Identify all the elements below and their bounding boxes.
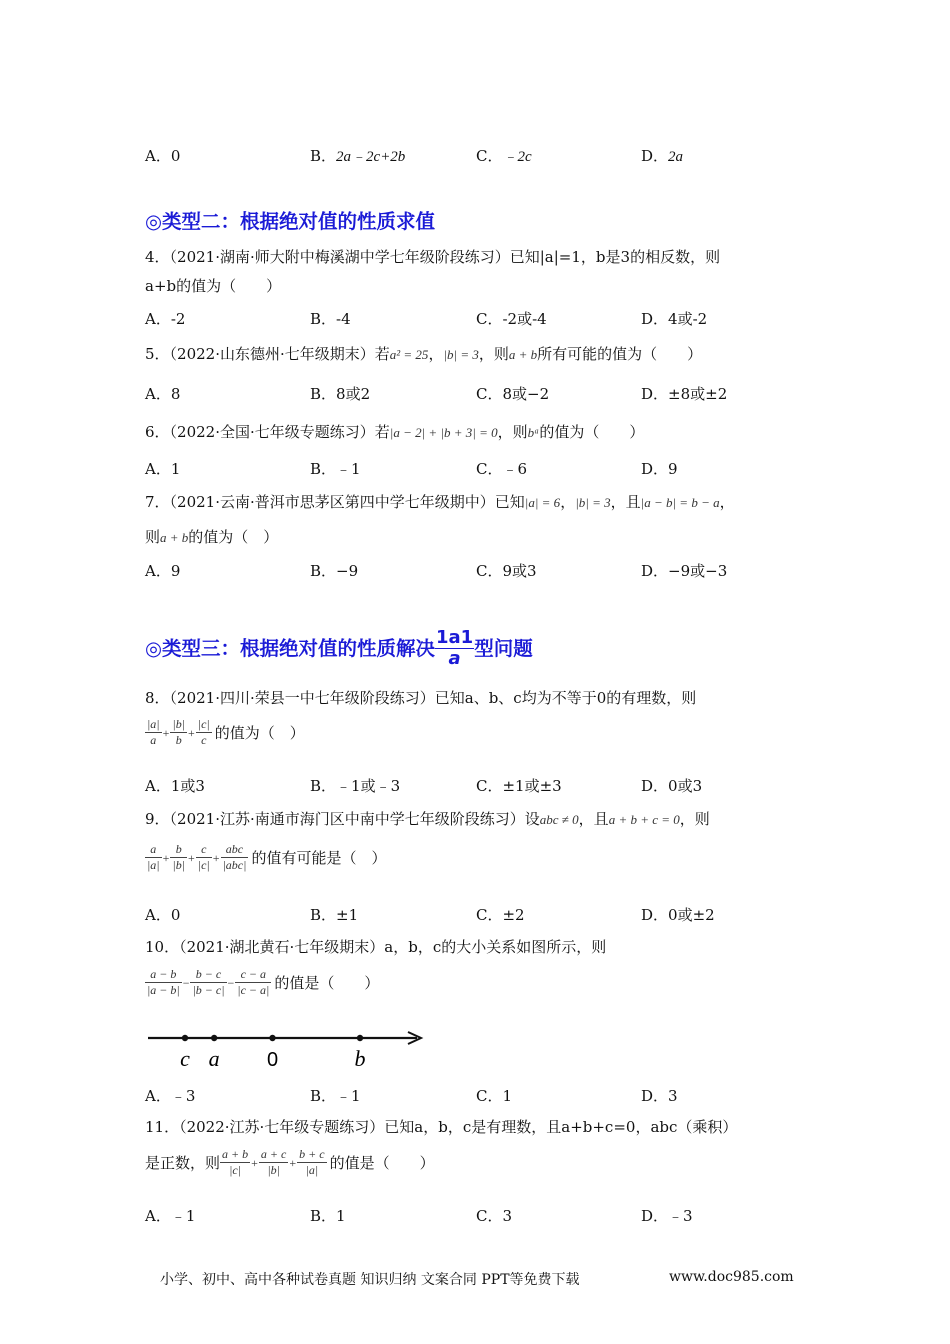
- q5-formula-abs-b: |b| = 3: [443, 347, 479, 362]
- q11-option-c: C．3: [476, 1207, 513, 1225]
- q7-option-b: B．−9: [310, 562, 359, 580]
- q7-stem: 7．（2021·云南·普洱市思茅区第四中学七年级期中）已知|a| = 6，|b| = 3，且|a − b| = b − a，: [145, 493, 735, 511]
- q11-expression: 是正数，则 $\frac{a + b}{|c|}$ + $\frac{a + c}{|b|}$ + $\frac{b + c}{|a|}$ 的值是（ ）: [145, 1147, 435, 1177]
- q10-option-c: C．1: [476, 1087, 513, 1105]
- q9-option-a: A．0: [145, 906, 181, 924]
- q10-number-line: [145, 1025, 435, 1075]
- q8-fraction: $\frac{|c|}{c}$: [197, 717, 210, 747]
- q9-option-b: B．±1: [310, 906, 359, 924]
- q5-formula-sum: a + b: [508, 347, 538, 362]
- q9-formula-product: abc ≠ 0: [539, 812, 579, 827]
- q11-stem: 11．（2022·江苏·七年级专题练习）已知a，b，c是有理数，且a+b+c=0，abc（乘积）: [145, 1118, 738, 1136]
- q11-fraction: $\frac{a + c}{|b|}$: [260, 1147, 287, 1177]
- q10-fraction: $\frac{c - a}{|c - a|}$: [237, 967, 270, 997]
- number-line-point-0: [269, 1035, 275, 1041]
- q3-option-c: C．﹣2c: [476, 147, 532, 165]
- q3-option-b: B．2a﹣2c+2b: [310, 147, 406, 165]
- footer-text: 小学、初中、高中各种试卷真题 知识归纳 文案合同 PPT等免费下载: [160, 1272, 580, 1288]
- q8-option-c: C．±1或±3: [476, 777, 562, 795]
- q5-option-c: C．8或−2: [476, 385, 550, 403]
- q11-fraction: $\frac{b + c}{|a|}$: [299, 1147, 325, 1177]
- q4-option-d: D．4或-2: [641, 310, 708, 328]
- q9-formula-sum: a + b + c = 0: [608, 812, 680, 827]
- number-line-point-a: [211, 1035, 217, 1041]
- q5-formula-a-squared: a² = 25: [389, 347, 429, 362]
- q6-stem: 6．（2022·全国·七年级专题练习）若|a − 2| + |b + 3| = 0，则bᵃ的值为（ ）: [145, 423, 645, 441]
- q10-option-d: D．3: [641, 1087, 678, 1105]
- q7-stem-cont: 则a + b的值为（ ）: [145, 528, 279, 546]
- q7-formula-sum: a + b: [160, 530, 189, 545]
- q9-fraction: $\frac{a}{|a|}$: [147, 842, 160, 872]
- section-3-fraction: $\frac{1a1}{a}$: [436, 627, 474, 669]
- q8-fraction: $\frac{|b|}{b}$: [172, 717, 185, 747]
- q6-option-d: D．9: [641, 460, 678, 478]
- q11-option-a: A．﹣1: [145, 1207, 196, 1225]
- q8-stem: 8．（2021·四川·荣县一中七年级阶段练习）已知a、b、c均为不等于0的有理数，则: [145, 689, 697, 707]
- q6-formula-condition: |a − 2| + |b + 3| = 0: [389, 425, 498, 440]
- q5-stem: 5．（2022·山东德州·七年级期末）若a² = 25，|b| = 3，则a + b所有可能的值为（ ）: [145, 345, 703, 363]
- number-line-point-c: [182, 1035, 188, 1041]
- q10-option-a: A．﹣3: [145, 1087, 196, 1105]
- q6-option-c: C．﹣6: [476, 460, 528, 478]
- q8-option-b: B．﹣1或﹣3: [310, 777, 401, 795]
- q7-formula-condition: |a − b| = b − a: [640, 495, 720, 510]
- q10-option-b: B．﹣1: [310, 1087, 361, 1105]
- q7-option-c: C．9或3: [476, 562, 537, 580]
- q4-stem: 4．（2021·湖南·师大附中梅溪湖中学七年级阶段练习）已知|a|=1，b是3的相反数，则: [145, 248, 721, 266]
- q5-option-d: D．±8或±2: [641, 385, 728, 403]
- q9-fraction: $\frac{c}{|c|}$: [197, 842, 210, 872]
- number-line-label-a: a: [208, 1046, 220, 1071]
- q8-option-a: A．1或3: [145, 777, 205, 795]
- q9-option-c: C．±2: [476, 906, 525, 924]
- q4-option-a: A．-2: [145, 310, 186, 328]
- number-line-label-b: b: [354, 1046, 366, 1071]
- section-3-heading: ◎类型三：根据绝对值的性质解决 $\frac{1a1}{a}$ 型问题: [145, 627, 533, 669]
- number-line-label-c: c: [180, 1046, 190, 1071]
- q7-option-a: A．9: [145, 562, 181, 580]
- number-line-point-b: [357, 1035, 363, 1041]
- q9-fraction: $\frac{\text{abc}}{\text{|abc|}}$: [222, 842, 247, 872]
- q10-fraction: $\frac{b - c}{|b - c|}$: [192, 967, 225, 997]
- q11-option-b: B．1: [310, 1207, 346, 1225]
- q6-formula-power: bᵃ: [527, 425, 540, 440]
- q7-formula-abs-a: |a| = 6: [524, 495, 561, 510]
- q6-option-b: B．﹣1: [310, 460, 361, 478]
- q8-expression: $\frac{|a|}{a}$ + $\frac{|b|}{b}$ + $\frac{|c|}{c}$ 的值为（ ）: [147, 717, 305, 747]
- q10-fraction: $\frac{a - b}{|a - b|}$: [147, 967, 180, 997]
- q6-option-a: A．1: [145, 460, 181, 478]
- q11-fraction: $\frac{a + b}{|c|}$: [222, 1147, 249, 1177]
- q8-fraction: $\frac{|a|}{a}$: [147, 717, 160, 747]
- q4-option-b: B．-4: [310, 310, 351, 328]
- q9-fraction: $\frac{b}{|b|}$: [172, 842, 185, 872]
- q9-expression: $\frac{a}{|a|}$ + $\frac{b}{|b|}$ + $\frac{c}{|c|}$ + $\frac{\text{abc}}{\text{|abc|}}$ 的值有可能是（ ）: [147, 842, 387, 872]
- section-2-heading: ◎类型二：根据绝对值的性质求值: [145, 210, 436, 233]
- q11-option-d: D．﹣3: [641, 1207, 693, 1225]
- q7-option-d: D．−9或−3: [641, 562, 728, 580]
- q10-expression: $\frac{a - b}{|a - b|}$ − $\frac{b - c}{|b - c|}$ − $\frac{c - a}{|c - a|}$ 的值是（ ）: [147, 967, 380, 997]
- q9-stem: 9．（2021·江苏·南通市海门区中南中学七年级阶段练习）设abc ≠ 0，且a + b + c = 0，则: [145, 810, 710, 828]
- q9-option-d: D．0或±2: [641, 906, 715, 924]
- q4-option-c: C．-2或-4: [476, 310, 547, 328]
- q5-option-b: B．8或2: [310, 385, 371, 403]
- q7-formula-abs-b: |b| = 3: [575, 495, 611, 510]
- q3-option-a: A．0: [145, 147, 181, 165]
- q10-stem: 10．（2021·湖北黄石·七年级期末）a，b，c的大小关系如图所示，则: [145, 938, 607, 956]
- number-line-label-zero: 0: [266, 1049, 279, 1071]
- q5-option-a: A．8: [145, 385, 181, 403]
- footer-link[interactable]: www.doc985.com: [669, 1269, 794, 1285]
- q8-option-d: D．0或3: [641, 777, 703, 795]
- q4-stem-cont: a+b的值为（ ）: [145, 277, 282, 295]
- q3-option-d: D．2a: [641, 147, 684, 165]
